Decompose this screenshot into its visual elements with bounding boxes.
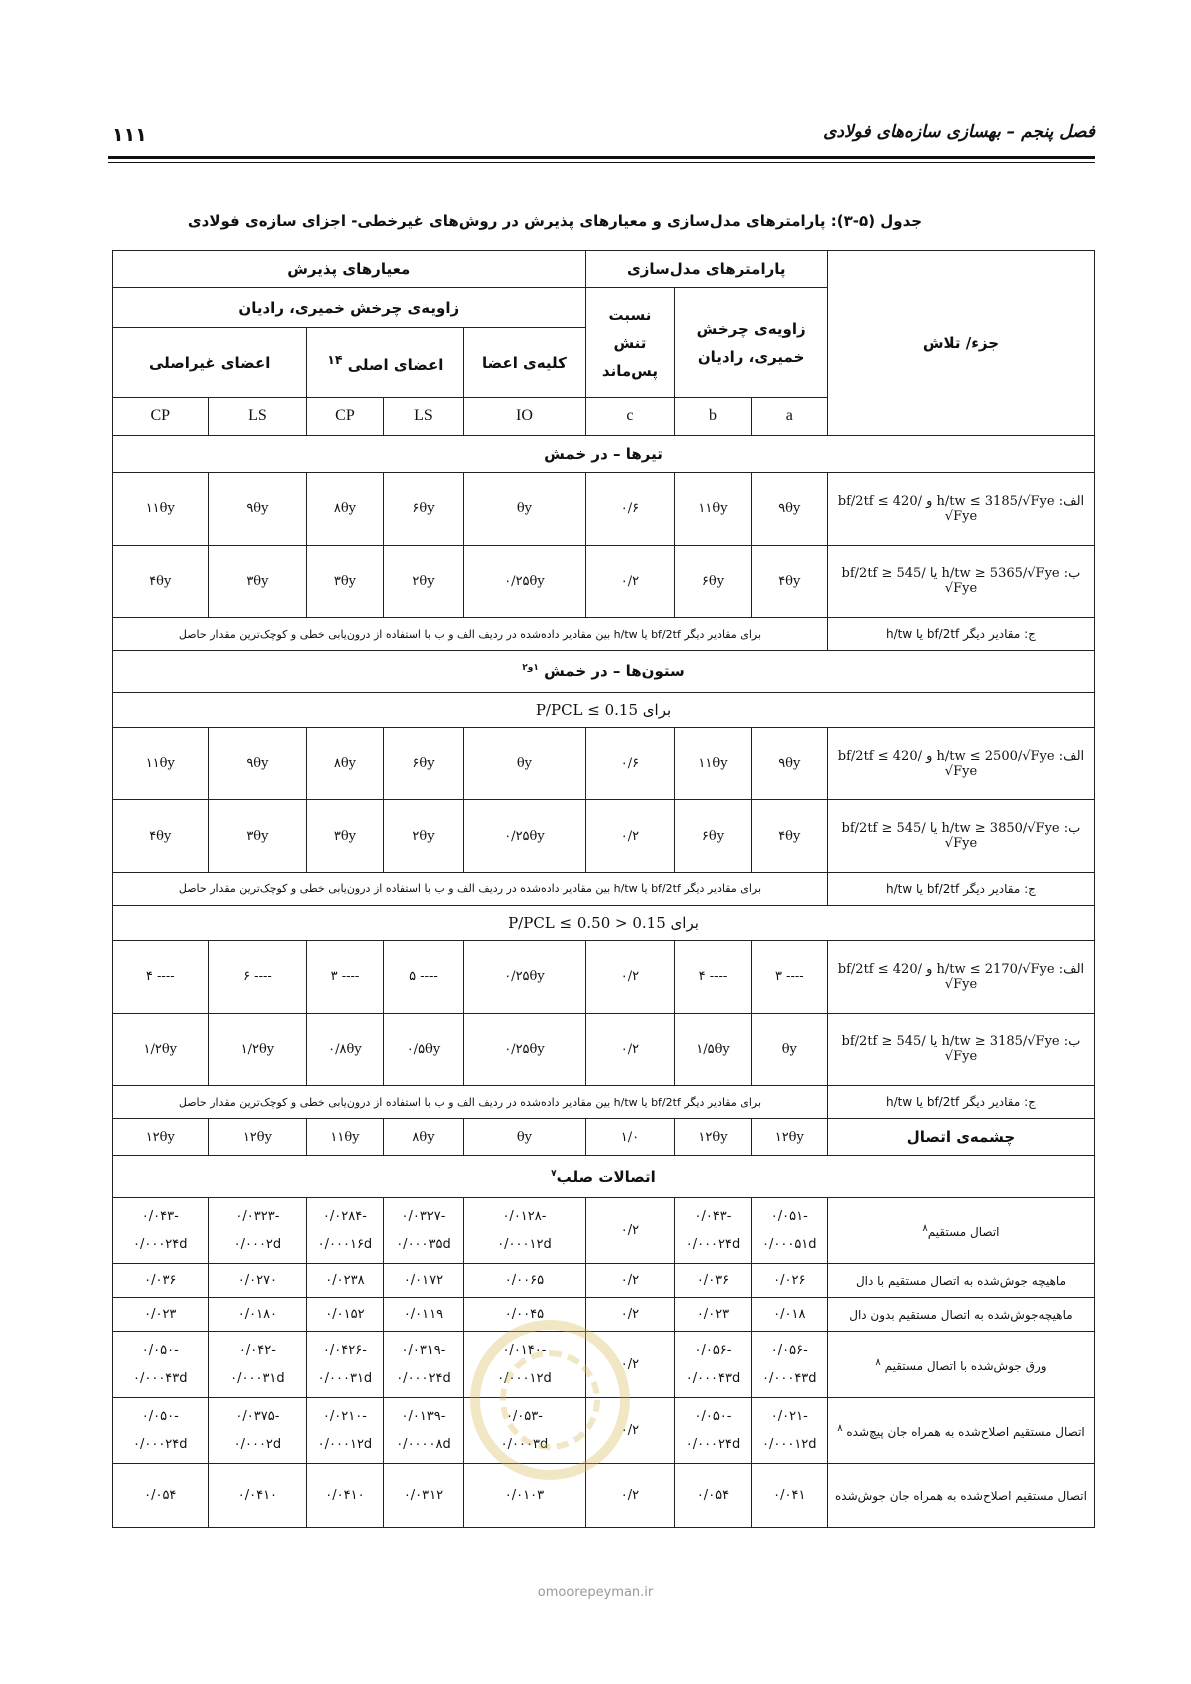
cell: ۱۱θy (113, 472, 209, 545)
cell: ۰/۰۱۱۹ (383, 1298, 464, 1332)
cell: ---- ۵ (383, 941, 464, 1014)
table-row (113, 1298, 1095, 1332)
cell: ۹θy (208, 727, 307, 800)
all-members-header: کلیه‌ی اعضا (464, 327, 585, 397)
cell: ۶θy (675, 545, 751, 618)
component-header: جزء/ تلاش (827, 251, 1094, 436)
table-caption: جدول (۵-۳): پارامترهای مدل‌سازی و معیارهای پذیرش در روش‌های غیرخطی- اجزای سازه‌ی فولادی (187, 212, 923, 230)
modeling-header: پارامترهای مدل‌سازی (585, 251, 827, 288)
cell: ۱/۲θy (208, 1013, 307, 1086)
case-2-condition: برای 0.15 < P/PCL ≤ 0.50 (113, 905, 1095, 940)
row-label: اتصال مستقیم اصلاح‌شده به همراه جان جوش‌شده (827, 1464, 1094, 1528)
cell: ۰/۲ (585, 1298, 675, 1332)
table-row (113, 618, 1095, 651)
cell: -۰/۰۴۳ ۰/۰۰۰۲۴d (675, 1198, 751, 1264)
row-label: ب: h/tw ≥ 5365/√Fye یا bf/2tf ≥ 545/√Fye (827, 545, 1094, 618)
cell: ۴θy (751, 545, 827, 618)
cell: -۰/۰۴۲ ۰/۰۰۰۳۱d (208, 1332, 307, 1398)
cell: -۰/۰۲۱ ۰/۰۰۰۱۲d (751, 1398, 827, 1464)
cell: ۰/۰۳۶ (113, 1264, 209, 1298)
cell: ۰/۰۱۸۰ (208, 1298, 307, 1332)
primary-members-header: اعضای اصلی $^{۱۴}$ (307, 327, 464, 397)
acceptance-rotation-header: زاویه‌ی چرخش خمیری، رادیان (113, 288, 586, 328)
row-label: ب: h/tw ≥ 3850/√Fye یا bf/2tf ≥ 545/√Fye (827, 800, 1094, 873)
cell: ۶θy (383, 727, 464, 800)
table-row (113, 1086, 1095, 1119)
cell: -۰/۰۱۴۰ ۰/۰۰۰۱۲d (464, 1332, 585, 1398)
header-rule-thin (108, 162, 1095, 163)
page-number: ۱۱۱ (112, 124, 147, 146)
section-rigid-connections: اتصالات صلب$^۷$ (113, 1156, 1095, 1198)
col-ls: LS (383, 398, 464, 435)
cell: θy (751, 1013, 827, 1086)
cell: ۰/۵θy (383, 1013, 464, 1086)
cell: -۰/۰۳۷۵ ۰/۰۰۰۲d (208, 1398, 307, 1464)
acceptance-criteria-table (112, 250, 1095, 1528)
cell: ۱۱θy (307, 1119, 383, 1156)
cell: ۱/۲θy (113, 1013, 209, 1086)
plastic-rotation-header: زاویه‌ی چرخش خمیری، رادیان (675, 288, 828, 398)
acceptance-header: معیارهای پذیرش (113, 251, 586, 288)
cell: ---- ۳ (307, 941, 383, 1014)
cell: ۰/۲ (585, 800, 675, 873)
cell: ۰/۰۵۴ (675, 1464, 751, 1528)
cell: ۰/۰۲۷۰ (208, 1264, 307, 1298)
cell: -۰/۰۳۲۷ ۰/۰۰۰۳۵d (383, 1198, 464, 1264)
col-cp: CP (307, 398, 383, 435)
col-io: IO (464, 398, 585, 435)
section-columns: ستون‌ها – در خمش $^{۱و۲}$ (113, 651, 1095, 693)
cell: ۴θy (751, 800, 827, 873)
cell: ۰/۶ (585, 727, 675, 800)
table-row (113, 872, 1095, 905)
cell: ۰/۲ (585, 1013, 675, 1086)
cell: ۱۱θy (675, 472, 751, 545)
cell: ---- ۴ (675, 941, 751, 1014)
section-beams: تیرها – در خمش (113, 435, 1095, 472)
cell: ۰/۰۱۰۳ (464, 1464, 585, 1528)
case-1-condition: برای P/PCL ≤ 0.15 (113, 692, 1095, 727)
cell: ۰/۲ (585, 1264, 675, 1298)
cell: ۰/۲ (585, 1332, 675, 1398)
table-row (113, 1119, 1095, 1156)
cell: θy (464, 1119, 585, 1156)
row-label: الف: h/tw ≤ 2170/√Fye و bf/2tf ≤ 420/√Fye (827, 941, 1094, 1014)
row-label: اتصال مستقیم$^۸$ (827, 1198, 1094, 1264)
table-row (113, 800, 1095, 873)
cell: ۸θy (383, 1119, 464, 1156)
cell: ۱۱θy (113, 727, 209, 800)
table-row (113, 941, 1095, 1014)
cell: ۰/۲۵θy (464, 1013, 585, 1086)
cell: ۳θy (307, 800, 383, 873)
cell: -۰/۰۲۸۴ ۰/۰۰۰۱۶d (307, 1198, 383, 1264)
table-row (113, 472, 1095, 545)
interpolation-note: برای مقادیر دیگر bf/2tf یا h/tw بین مقادیر داده‌شده در ردیف الف و ب با استفاده از درون‌یابی خطی و کوچک‌ترین مقدار حاصل (113, 1086, 828, 1119)
cell: ۰/۲ (585, 1198, 675, 1264)
cell: ۱۲θy (751, 1119, 827, 1156)
cell: ۰/۲ (585, 545, 675, 618)
secondary-members-header: اعضای غیراصلی (113, 327, 307, 397)
table-row (113, 545, 1095, 618)
table-row (113, 1464, 1095, 1528)
row-label: ج: مقادیر دیگر bf/2tf یا h/tw (827, 872, 1094, 905)
col-a: a (751, 398, 827, 435)
cell: -۰/۰۱۳۹ ۰/۰۰۰۰۸d (383, 1398, 464, 1464)
cell: ۰/۶ (585, 472, 675, 545)
cell: ۴θy (113, 800, 209, 873)
cell: ---- ۴ (113, 941, 209, 1014)
cell: ۶θy (675, 800, 751, 873)
cell: ۹θy (751, 727, 827, 800)
cell: ---- ۳ (751, 941, 827, 1014)
cell: ۰/۰۲۶ (751, 1264, 827, 1298)
cell: ۰/۲۵θy (464, 545, 585, 618)
col-cp: CP (113, 398, 209, 435)
cell: ۱/۵θy (675, 1013, 751, 1086)
cell: ---- ۶ (208, 941, 307, 1014)
row-label: الف: h/tw ≤ 2500/√Fye و bf/2tf ≤ 420/√Fye (827, 727, 1094, 800)
cell: ۳θy (307, 545, 383, 618)
cell: ۰/۸θy (307, 1013, 383, 1086)
cell: ۰/۰۱۷۲ (383, 1264, 464, 1298)
cell: ۰/۲ (585, 1464, 675, 1528)
cell: ۹θy (208, 472, 307, 545)
cell: ۰/۰۰۴۵ (464, 1298, 585, 1332)
cell: ۰/۰۲۳ (113, 1298, 209, 1332)
panel-zone-label: چشمه‌ی اتصال (827, 1119, 1094, 1156)
cell: ۰/۲ (585, 941, 675, 1014)
interpolation-note: برای مقادیر دیگر bf/2tf یا h/tw بین مقادیر داده‌شده در ردیف الف و ب با استفاده از درون‌یابی خطی و کوچک‌ترین مقدار حاصل (113, 618, 828, 651)
cell: -۰/۰۵۱ ۰/۰۰۰۵۱d (751, 1198, 827, 1264)
cell: ۱/۰ (585, 1119, 675, 1156)
cell: ۴θy (113, 545, 209, 618)
residual-strength-header: نسبت تنش پس‌ماند (585, 288, 675, 398)
cell: ۸θy (307, 727, 383, 800)
row-label: ماهیچه جوش‌شده به اتصال مستقیم با دال (827, 1264, 1094, 1298)
row-label: ج: مقادیر دیگر bf/2tf یا h/tw (827, 1086, 1094, 1119)
row-label: اتصال مستقیم اصلاح‌شده به همراه جان پیچ‌شده $^۸$ (827, 1398, 1094, 1464)
cell: ۰/۰۴۱ (751, 1464, 827, 1528)
cell: -۰/۰۵۶ ۰/۰۰۰۴۳d (751, 1332, 827, 1398)
cell: ۰/۰۱۸ (751, 1298, 827, 1332)
interpolation-note: برای مقادیر دیگر bf/2tf یا h/tw بین مقادیر داده‌شده در ردیف الف و ب با استفاده از درون‌یابی خطی و کوچک‌ترین مقدار حاصل (113, 872, 828, 905)
cell: -۰/۰۵۳ ۰/۰۰۰۳d (464, 1398, 585, 1464)
cell: -۰/۰۳۲۳ ۰/۰۰۰۲d (208, 1198, 307, 1264)
cell: ۱۲θy (675, 1119, 751, 1156)
cell: ۰/۲ (585, 1398, 675, 1464)
cell: ۱۲θy (208, 1119, 307, 1156)
row-label: الف: h/tw ≤ 3185/√Fye و bf/2tf ≤ 420/√Fye (827, 472, 1094, 545)
cell: ۸θy (307, 472, 383, 545)
cell: -۰/۰۴۳ ۰/۰۰۰۲۴d (113, 1198, 209, 1264)
cell: ۲θy (383, 800, 464, 873)
cell: ۳θy (208, 545, 307, 618)
header-rule (108, 156, 1095, 159)
cell: ۰/۰۲۳۸ (307, 1264, 383, 1298)
table-row (113, 1013, 1095, 1086)
cell: ۰/۰۴۱۰ (208, 1464, 307, 1528)
watermark-gear-icon (500, 1350, 600, 1450)
cell: -۰/۰۴۲۶ ۰/۰۰۰۳۱d (307, 1332, 383, 1398)
cell: ۰/۰۱۵۲ (307, 1298, 383, 1332)
cell: -۰/۰۵۰ ۰/۰۰۰۴۳d (113, 1332, 209, 1398)
cell: ۰/۰۵۴ (113, 1464, 209, 1528)
cell: ۱۱θy (675, 727, 751, 800)
row-label: ماهیچه‌جوش‌شده به اتصال مستقیم بدون دال (827, 1298, 1094, 1332)
site-watermark: omoorepeyman.ir (537, 1585, 654, 1600)
row-label: ب: h/tw ≥ 3185/√Fye یا bf/2tf ≥ 545/√Fye (827, 1013, 1094, 1086)
table-row (113, 1198, 1095, 1264)
cell: -۰/۰۵۶ ۰/۰۰۰۴۳d (675, 1332, 751, 1398)
cell: θy (464, 472, 585, 545)
cell: ۰/۰۳۶ (675, 1264, 751, 1298)
row-label: ج: مقادیر دیگر bf/2tf یا h/tw (827, 618, 1094, 651)
cell: -۰/۰۵۰ ۰/۰۰۰۲۴d (113, 1398, 209, 1464)
cell: ۰/۰۳۱۲ (383, 1464, 464, 1528)
col-ls: LS (208, 398, 307, 435)
cell: ۰/۰۰۶۵ (464, 1264, 585, 1298)
cell: ۱۲θy (113, 1119, 209, 1156)
cell: θy (464, 727, 585, 800)
cell: ۹θy (751, 472, 827, 545)
cell: ۰/۲۵θy (464, 800, 585, 873)
cell: ۳θy (208, 800, 307, 873)
cell: -۰/۰۵۰ ۰/۰۰۰۲۴d (675, 1398, 751, 1464)
cell: ۶θy (383, 472, 464, 545)
cell: -۰/۰۳۱۹ ۰/۰۰۰۲۴d (383, 1332, 464, 1398)
col-c: c (585, 398, 675, 435)
cell: ۰/۰۲۳ (675, 1298, 751, 1332)
col-b: b (675, 398, 751, 435)
chapter-title: فصل پنجم – بهسازی سازه‌های فولادی (823, 122, 1095, 142)
table-row (113, 1264, 1095, 1298)
cell: -۰/۰۲۱۰ ۰/۰۰۰۱۲d (307, 1398, 383, 1464)
table-row (113, 727, 1095, 800)
cell: ۰/۲۵θy (464, 941, 585, 1014)
cell: ۲θy (383, 545, 464, 618)
row-label: ورق جوش‌شده با اتصال مستقیم $^۸$ (827, 1332, 1094, 1398)
cell: -۰/۰۱۲۸ ۰/۰۰۰۱۲d (464, 1198, 585, 1264)
cell: ۰/۰۴۱۰ (307, 1464, 383, 1528)
